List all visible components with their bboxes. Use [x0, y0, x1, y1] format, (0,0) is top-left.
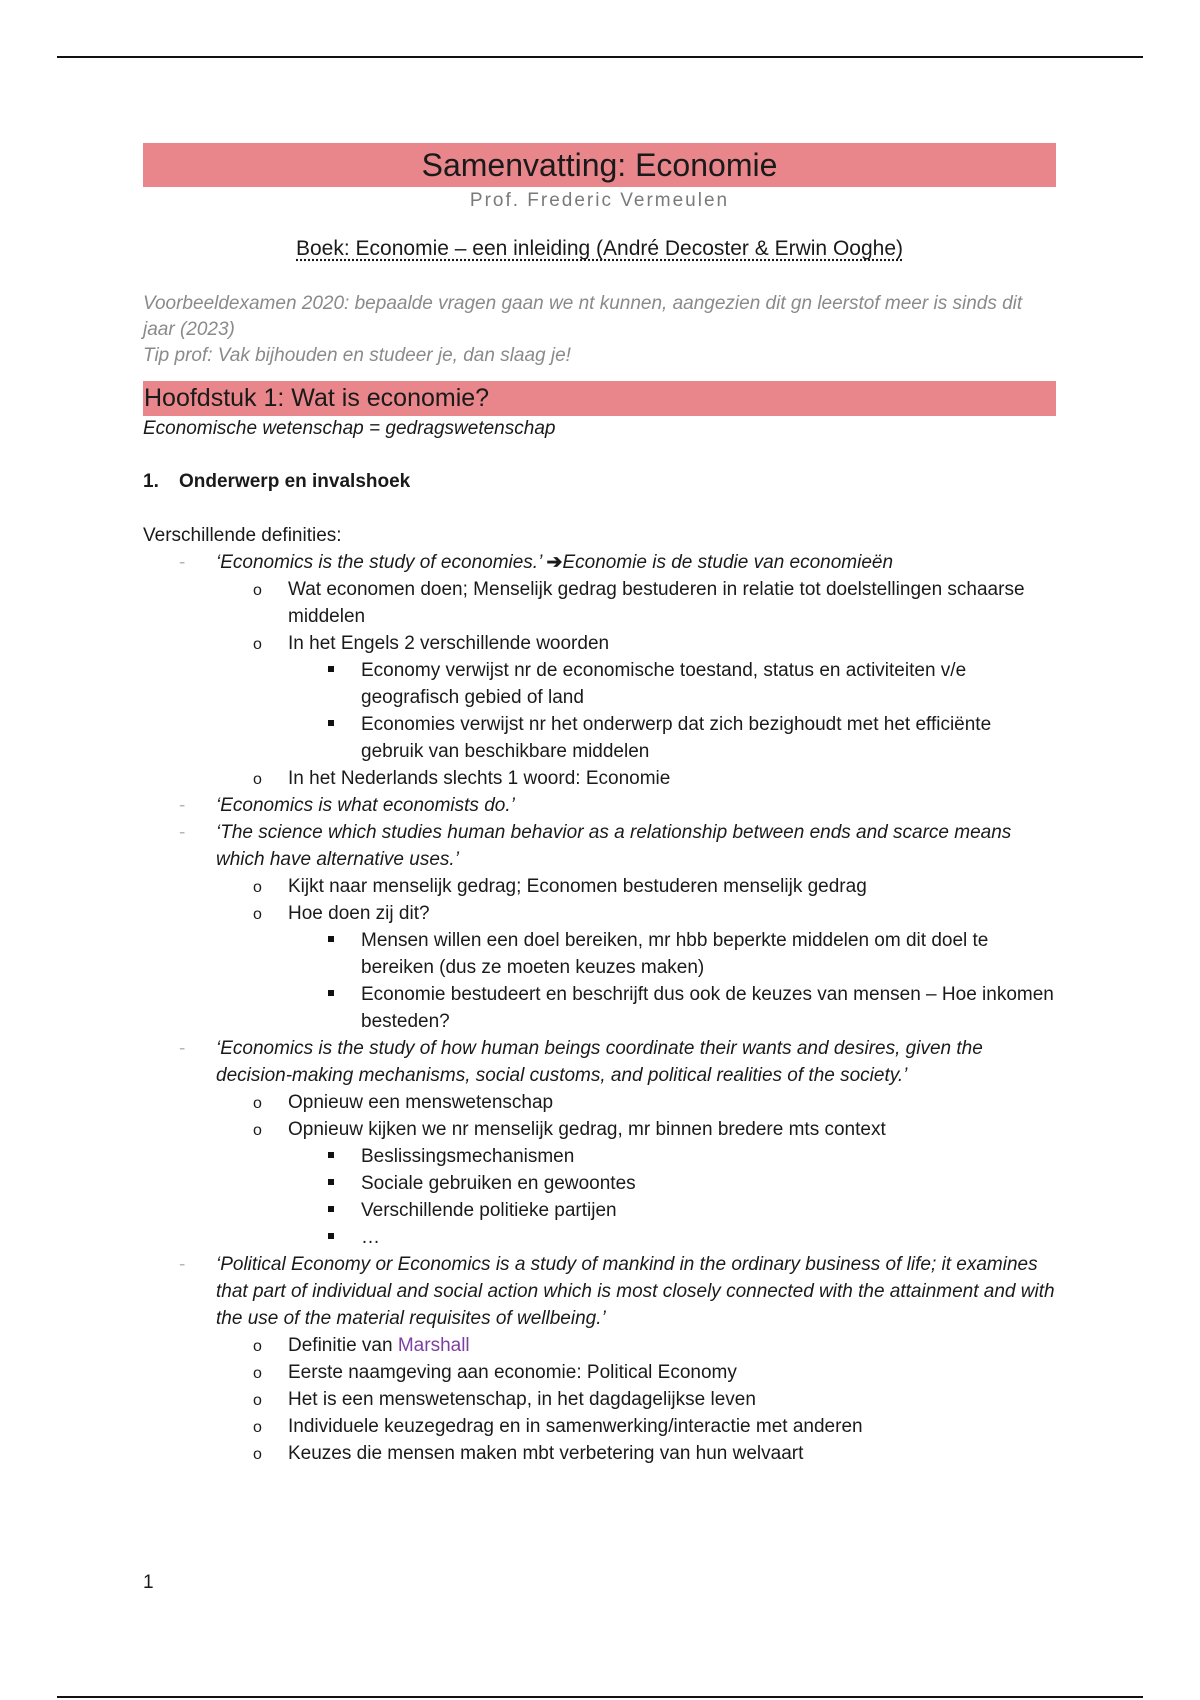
square-bullet	[328, 936, 334, 942]
circle-bullet: o	[253, 1095, 262, 1112]
list-item: o Opnieuw een menswetenschap	[143, 1089, 1056, 1116]
document-title: Samenvatting: Economie	[143, 143, 1056, 187]
definition-translation: Economie is de studie van economieën	[562, 552, 894, 573]
list-item: o In het Nederlands slechts 1 woord: Economie	[143, 765, 1056, 792]
definitions-list	[143, 549, 1056, 1467]
list-item	[143, 792, 1056, 819]
list-item: o Individuele keuzegedrag en in samenwerking/interactie met anderen	[143, 1413, 1056, 1440]
section-heading	[143, 469, 1056, 495]
circle-bullet: o	[253, 879, 262, 896]
dash-bullet: -	[179, 795, 186, 816]
definition-quote: ‘Economics is what economists do.’	[216, 795, 515, 816]
chapter-heading: Hoofdstuk 1: Wat is economie?	[143, 381, 1056, 416]
list-item: Verschillende politieke partijen	[143, 1197, 1056, 1224]
tip-note: Tip prof: Vak bijhouden en studeer je, dan slaag je!	[143, 345, 571, 366]
exam-note: Voorbeeldexamen 2020: bepaalde vragen gaan we nt kunnen, aangezien dit gn leerstof meer is sinds dit jaar (2023)	[143, 293, 1023, 340]
section-number: 1.	[143, 471, 159, 492]
definition-quote: ‘Economics is the study of economies.’	[216, 552, 542, 573]
professor-name: Prof. Frederic Vermeulen	[469, 190, 730, 211]
list-item: o Eerste naamgeving aan economie: Political Economy	[143, 1359, 1056, 1386]
definition-quote: ‘The science which studies human behavior as a relationship between ends and scarce means which have alternative uses.’	[216, 822, 1012, 870]
circle-bullet: o	[253, 906, 262, 923]
circle-bullet: o	[253, 771, 262, 788]
list-item: Mensen willen een doel bereiken, mr hbb beperkte middelen om dit doel te bereiken (dus ze moeten keuzes maken)	[143, 927, 1056, 981]
list-item: Beslissingsmechanismen	[143, 1143, 1056, 1170]
circle-bullet: o	[253, 1392, 262, 1409]
dash-bullet: -	[179, 1038, 186, 1059]
list-item	[143, 819, 1056, 1035]
square-bullet	[328, 1233, 334, 1239]
page-number: 1	[143, 1572, 154, 1593]
definition-quote: ‘Political Economy or Economics is a study of mankind in the ordinary business of life; it examines that part of individual and social action which is most closely connected with the attainment and with the use of the material requisites of wellbeing.’	[216, 1254, 1055, 1329]
list-item: o Kijkt naar menselijk gedrag; Economen bestuderen menselijk gedrag	[143, 873, 1056, 900]
square-bullet	[328, 1206, 334, 1212]
square-bullet	[328, 1152, 334, 1158]
circle-bullet: o	[253, 1446, 262, 1463]
list-item: Sociale gebruiken en gewoontes	[143, 1170, 1056, 1197]
circle-bullet: o	[253, 1338, 262, 1355]
list-item	[143, 549, 1056, 792]
circle-bullet: o	[253, 636, 262, 653]
list-item	[143, 1035, 1056, 1251]
list-item: o Het is een menswetenschap, in het dagdagelijkse leven	[143, 1386, 1056, 1413]
list-item: Economie bestudeert en beschrijft dus ook de keuzes van mensen – Hoe inkomen besteden?	[143, 981, 1056, 1035]
circle-bullet: o	[253, 1365, 262, 1382]
marshall-link[interactable]: Marshall	[397, 1335, 470, 1356]
circle-bullet: o	[253, 582, 262, 599]
list-item: o Hoe doen zij dit? Mensen willen een doel bereiken, mr hbb beperkte middelen om dit doel te bereiken (dus ze moeten keuzes maken) Economie bestudeert en beschrijft dus ook de keuzes van mensen – Hoe inkomen besteden?	[143, 900, 1056, 1035]
definitions-intro: Verschillende definities:	[143, 525, 342, 546]
bottom-rule	[57, 1696, 1143, 1698]
square-bullet	[328, 666, 334, 672]
circle-bullet: o	[253, 1419, 262, 1436]
list-item: …	[143, 1224, 1056, 1251]
list-item: o Wat economen doen; Menselijk gedrag bestuderen in relatie tot doelstellingen schaarse middelen	[253, 579, 1025, 627]
dash-bullet: -	[179, 1254, 186, 1275]
list-item: Economy verwijst nr de economische toestand, status en activiteiten v/e geografisch gebied of land	[143, 657, 1056, 711]
square-bullet	[328, 990, 334, 996]
book-reference: Boek: Economie – een inleiding (André Decoster & Erwin Ooghe)	[296, 237, 903, 260]
circle-bullet: o	[253, 1122, 262, 1139]
chapter-subtitle: Economische wetenschap = gedragswetenschap	[143, 418, 556, 439]
arrow-right-icon: ➔	[546, 552, 563, 573]
square-bullet	[328, 1179, 334, 1185]
top-rule	[57, 56, 1143, 58]
square-bullet	[328, 720, 334, 726]
section-title: Onderwerp en invalshoek	[179, 471, 411, 492]
dash-bullet: -	[179, 822, 186, 843]
definition-quote: ‘Economics is the study of how human beings coordinate their wants and desires, given the decision-making mechanisms, social customs, and political realities of the society.’	[216, 1038, 983, 1086]
list-item: o Keuzes die mensen maken mbt verbetering van hun welvaart	[143, 1440, 1056, 1467]
list-item: o In het Engels 2 verschillende woorden Economy verwijst nr de economische toestand, status en activiteiten v/e geografisch gebied of land Economies verwijst nr het onderwerp dat zich bezighoudt met het efficiënte gebruik van beschikbare middelen	[143, 630, 1056, 765]
document-page	[143, 143, 1056, 1467]
list-item	[143, 1251, 1056, 1467]
dash-bullet: -	[179, 552, 186, 573]
list-item: Economies verwijst nr het onderwerp dat zich bezighoudt met het efficiënte gebruik van beschikbare middelen	[143, 711, 1056, 765]
list-item: o Definitie van Marshall	[143, 1332, 1056, 1359]
list-item: o Opnieuw kijken we nr menselijk gedrag, mr binnen bredere mts context Beslissingsmechanismen Sociale gebruiken en gewoontes Verschillende politieke partijen …	[143, 1116, 1056, 1251]
